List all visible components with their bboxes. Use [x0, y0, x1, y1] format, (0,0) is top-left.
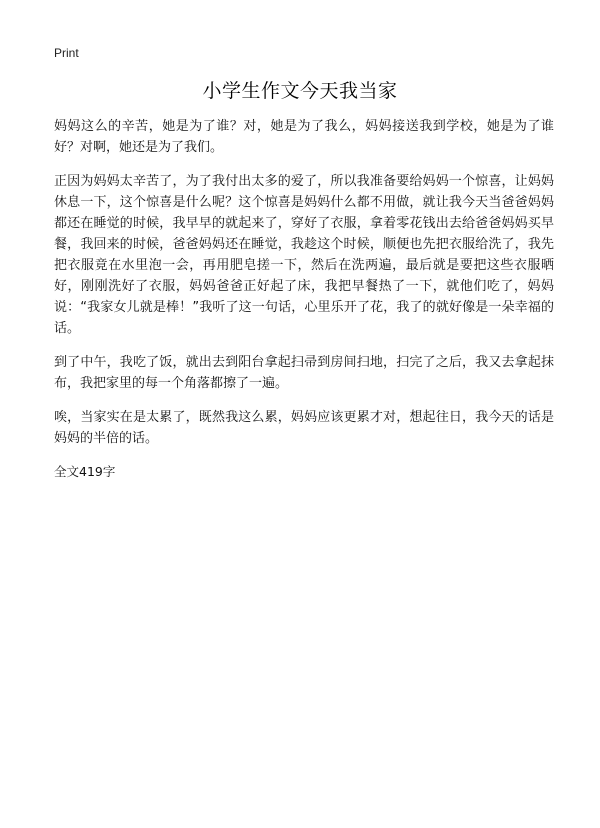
paragraph-2: 正因为妈妈太辛苦了，为了我付出太多的爱了，所以我准备要给妈妈一个惊喜，让妈妈休息一下，这个惊喜是什么呢？这个惊喜是妈妈什么都不用做，就让我今天当爸爸妈妈都还在睡觉的时候，我早早的就起来了，穿好了衣服，拿着零花钱出去给爸爸妈妈买早餐，我回来的时候，爸爸妈妈还在睡觉，我趁这个时候，顺便也先把衣服给洗了，我先把衣服竟在水里泡一会，再用肥皂搓一下，然后在洗两遍，最后就是要把这些衣服晒好，刚刚洗好了衣服，妈妈爸爸正好起了床，我把早餐热了一下，就他们吃了，妈妈说：“我家女儿就是棒！”我听了这一句话，心里乐开了花，我了的就好像是一朵幸福的话。 [54, 174, 554, 336]
print-link[interactable]: Print [54, 46, 79, 60]
word-count: 全文419字 [54, 464, 116, 479]
paragraph-1: 妈妈这么的辛苦，她是为了谁？对，她是为了我么，妈妈接送我到学校，她是为了谁好？对啊，她还是为了我们。 [54, 119, 554, 155]
article-title: 小学生作文今天我当家 [202, 80, 398, 102]
paragraph-4: 唉，当家实在是太累了，既然我这么累，妈妈应该更累才对，想起往日，我今天的话是妈妈的半倍的话。 [54, 410, 554, 446]
paragraph-3: 到了中午，我吃了饭，就出去到阳台拿起扫帚到房间扫地，扫完了之后，我又去拿起抹布，我把家里的每一个角落都擦了一遍。 [54, 355, 554, 391]
article-body [54, 116, 554, 482]
